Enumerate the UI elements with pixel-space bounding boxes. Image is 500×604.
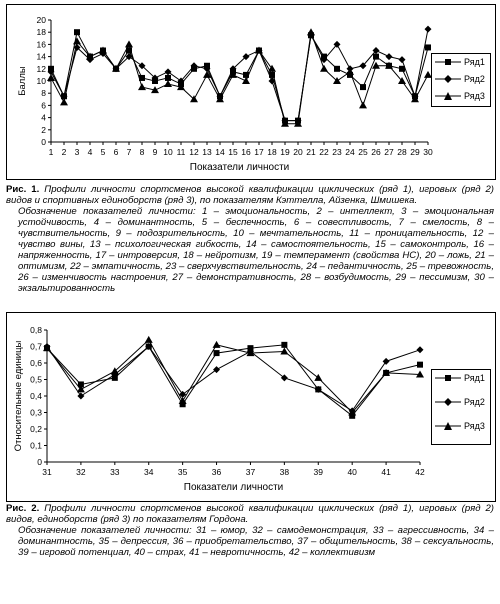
series-2-point bbox=[383, 358, 390, 365]
y-tick-label: 8 bbox=[41, 88, 46, 99]
series-2-point bbox=[165, 68, 172, 75]
y-tick-label: 0,6 bbox=[30, 358, 42, 368]
x-tick-label: 5 bbox=[100, 147, 106, 157]
x-tick-label: 23 bbox=[332, 147, 342, 157]
x-tick-label: 34 bbox=[143, 467, 154, 477]
x-tick-label: 40 bbox=[347, 467, 357, 477]
legend-item-3: Ряд3 bbox=[432, 88, 490, 105]
x-tick-label: 38 bbox=[279, 467, 290, 477]
x-tick-label: 21 bbox=[306, 147, 316, 157]
x-tick-label: 14 bbox=[215, 147, 225, 157]
y-tick-label: 6 bbox=[41, 100, 46, 111]
series-2-point bbox=[425, 26, 432, 33]
y-tick-label: 0,3 bbox=[30, 407, 42, 418]
x-tick-label: 24 bbox=[345, 147, 355, 157]
x-axis-label: Показатели личности bbox=[183, 482, 284, 493]
x-axis-label: Показатели личности bbox=[189, 162, 290, 173]
y-axis-label: Баллы bbox=[17, 66, 28, 96]
x-tick-label: 25 bbox=[358, 147, 368, 157]
x-tick-label: 39 bbox=[313, 467, 324, 477]
series-3-point bbox=[242, 77, 250, 84]
figure-2-legend-text: Обозначение показателей личности: 31 – юмор, 32 – самодемонстрация, 33 – агрессивность, 34 – доминантность, 35 – депрессия, 36 – приобретательство, 37 – общительность, 38 – сексуальность, 39 – игровой потенциал, 40 – страх, 41 – невротичность, 42 – коллективизм bbox=[18, 525, 494, 558]
chart-1-plot bbox=[7, 5, 495, 179]
series-3-point bbox=[164, 80, 172, 87]
x-tick-label: 2 bbox=[61, 147, 67, 157]
figure-2-caption bbox=[6, 503, 494, 558]
legend-item-3: Ряд3 bbox=[432, 418, 490, 442]
y-axis-label: Относительные единицы bbox=[13, 340, 24, 452]
series-3-point bbox=[268, 65, 276, 72]
x-tick-label: 4 bbox=[87, 147, 93, 157]
x-tick-label: 7 bbox=[126, 147, 132, 157]
series-1-point bbox=[74, 29, 80, 35]
legend-item-2: Ряд2 bbox=[432, 394, 490, 418]
y-tick-label: 16 bbox=[36, 39, 46, 50]
y-tick-label: 20 bbox=[36, 15, 46, 25]
figure-2-title: Рис. 2. Профили личности спортсменов высокой квалификации циклических (ряд 1), игровых (ряд 2) видов, единоборств (ряд 3) по показателям Гордона. bbox=[6, 503, 495, 525]
series-1-point bbox=[281, 342, 287, 348]
y-tick-label: 12 bbox=[36, 63, 46, 74]
series-3-point bbox=[314, 374, 322, 381]
chart-2-plot bbox=[7, 313, 495, 501]
series-2-point bbox=[399, 56, 406, 63]
x-tick-label: 29 bbox=[410, 147, 420, 157]
series-line-3 bbox=[51, 32, 428, 124]
series-1-point bbox=[165, 75, 171, 81]
y-tick-label: 0,1 bbox=[30, 440, 42, 451]
series-3-point bbox=[138, 83, 146, 90]
chart-1-legend bbox=[431, 53, 491, 107]
figure-1-legend-text: Обозначение показателей личности: 1 – эмоциональность, 2 – интеллект, 3 – эмоциональная устойчивость, 4 – доминантность, 5 – беспечность, 6 – совестливость, 7 – смелость, 8 – чувствительность, 9 – подозрительность, 10 – мечтательность, 11 – проницательность, 12 – чувство вины, 13 – психологическая гибкость, 14 – самостоятельность, 15 – самоконтроль, 16 – напряженность, 17 – интроверсия, 18 – нейротизм, 19 – темперамент (свойства НС), 20 – ложь, 21 – оптимизм, 22 – эмпатичность, 23 – сверхчувствительность, 24 – педантичность, 25 – тревожность, 26 – изменчивость настроения, 27 – демонстративность, 28 – возбудимость, 29 – пессимизм, 30 – экзальтированность bbox=[18, 206, 494, 294]
series-1-point bbox=[417, 362, 423, 368]
x-tick-label: 10 bbox=[163, 147, 173, 157]
x-tick-label: 36 bbox=[211, 467, 222, 477]
x-tick-label: 35 bbox=[177, 467, 188, 477]
chart-1 bbox=[6, 4, 496, 180]
series-3-point bbox=[320, 65, 328, 72]
y-tick-label: 0 bbox=[37, 457, 42, 467]
x-tick-label: 1 bbox=[48, 147, 54, 157]
x-tick-label: 27 bbox=[384, 147, 394, 157]
series-line-1 bbox=[47, 345, 420, 416]
series-2-point bbox=[213, 366, 220, 373]
series-line-2 bbox=[51, 29, 428, 121]
series-2-point bbox=[77, 393, 84, 400]
x-tick-label: 33 bbox=[110, 467, 120, 477]
x-tick-label: 8 bbox=[139, 147, 145, 157]
x-tick-label: 19 bbox=[280, 147, 290, 157]
x-tick-label: 3 bbox=[74, 147, 80, 157]
series-3-point bbox=[145, 336, 153, 343]
series-line-1 bbox=[51, 32, 428, 120]
x-tick-label: 9 bbox=[152, 147, 158, 157]
y-tick-label: 0,8 bbox=[30, 325, 42, 335]
series-1-point bbox=[334, 66, 340, 72]
y-tick-label: 10 bbox=[36, 76, 46, 86]
x-tick-label: 32 bbox=[76, 467, 86, 477]
legend-item-2: Ряд2 bbox=[432, 71, 490, 88]
legend-item-1: Ряд1 bbox=[432, 54, 490, 71]
chart-2-legend bbox=[431, 369, 491, 445]
figure-1-caption bbox=[6, 184, 494, 294]
y-tick-label: 0,7 bbox=[30, 341, 42, 352]
x-tick-label: 11 bbox=[176, 147, 186, 157]
y-tick-label: 0 bbox=[41, 137, 46, 147]
series-3-point bbox=[213, 341, 221, 348]
x-tick-label: 13 bbox=[202, 147, 212, 157]
series-3-point bbox=[307, 28, 315, 35]
series-1-point bbox=[214, 350, 220, 356]
y-tick-label: 14 bbox=[36, 51, 46, 62]
series-3-point bbox=[60, 98, 68, 105]
y-tick-label: 18 bbox=[36, 27, 46, 38]
series-3-point bbox=[359, 101, 367, 108]
series-1-point bbox=[360, 84, 366, 90]
x-tick-label: 28 bbox=[397, 147, 407, 157]
x-tick-label: 37 bbox=[245, 467, 256, 477]
x-tick-label: 16 bbox=[241, 147, 251, 157]
legend-item-1: Ряд1 bbox=[432, 370, 490, 394]
x-tick-label: 18 bbox=[267, 147, 277, 157]
y-tick-label: 0,2 bbox=[30, 424, 42, 434]
x-tick-label: 30 bbox=[423, 147, 433, 157]
y-tick-label: 2 bbox=[41, 124, 46, 135]
y-tick-label: 4 bbox=[41, 112, 46, 123]
x-tick-label: 22 bbox=[319, 147, 329, 157]
chart-2 bbox=[6, 312, 496, 502]
series-1-point bbox=[373, 54, 379, 60]
x-tick-label: 41 bbox=[381, 467, 391, 477]
x-tick-label: 17 bbox=[254, 147, 264, 157]
x-tick-label: 6 bbox=[113, 147, 119, 157]
y-tick-label: 0,5 bbox=[30, 374, 42, 385]
series-2-point bbox=[417, 346, 424, 353]
x-tick-label: 20 bbox=[293, 147, 303, 157]
y-tick-label: 0,4 bbox=[30, 391, 42, 401]
series-1-point bbox=[425, 44, 431, 50]
x-tick-label: 31 bbox=[42, 467, 52, 477]
x-tick-label: 15 bbox=[228, 147, 238, 157]
series-3-point bbox=[125, 40, 133, 47]
x-tick-label: 12 bbox=[189, 147, 199, 157]
x-tick-label: 26 bbox=[371, 147, 381, 157]
series-2-point bbox=[386, 53, 393, 60]
figure-1-title: Рис. 1. Профили личности спортсменов высокой квалификации циклических (ряд 1), игровых (ряд 2) видов и спортивных единоборств (ряд 3), по показателям Кэттелла, Айзенка, Шмишека. bbox=[6, 184, 495, 206]
x-tick-label: 42 bbox=[415, 467, 425, 477]
